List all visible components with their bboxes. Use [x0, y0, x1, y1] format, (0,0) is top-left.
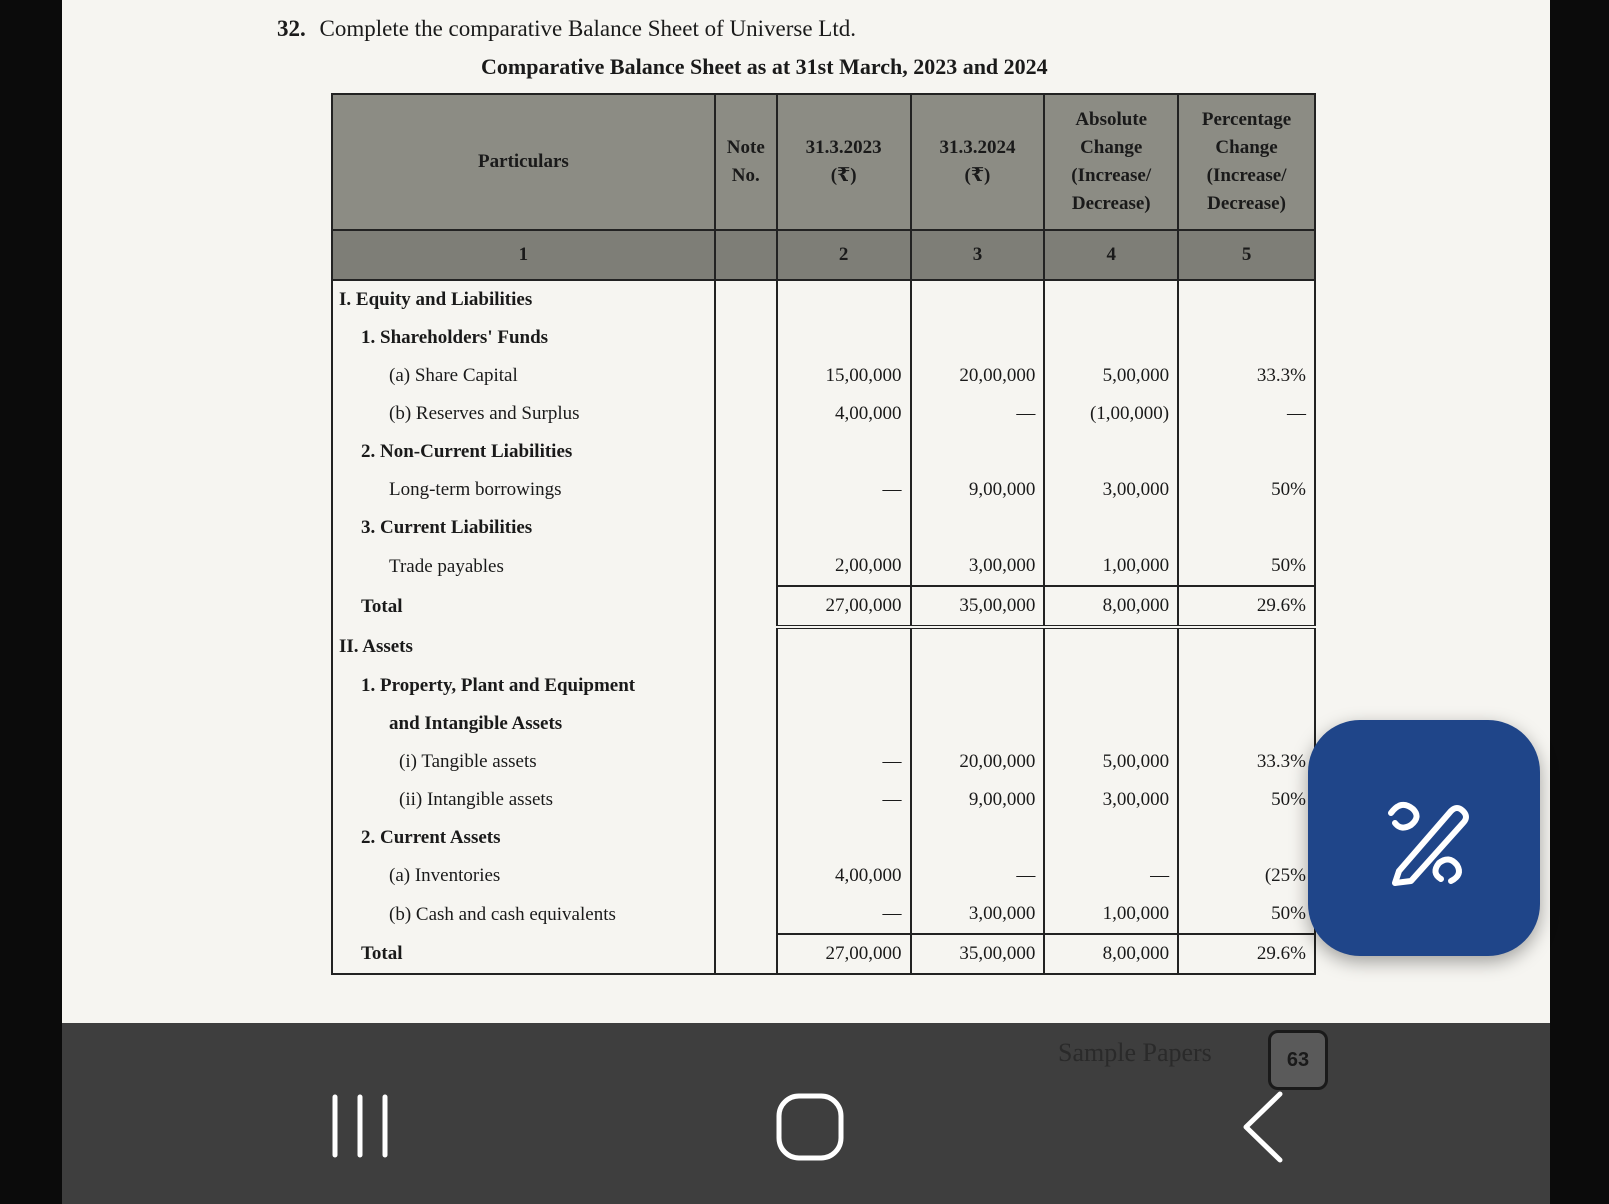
question-number: 32.	[277, 16, 306, 41]
percentage-change-cell	[1178, 627, 1315, 667]
particulars-cell: (a) Share Capital	[332, 357, 715, 395]
footer-label: Sample Papers	[1058, 1038, 1212, 1067]
note-cell	[715, 667, 777, 705]
value-2023-cell: 27,00,000	[777, 586, 911, 627]
question-text: Complete the comparative Balance Sheet of Universe Ltd.	[319, 16, 856, 41]
note-cell	[715, 934, 777, 974]
value-2024-cell: 20,00,000	[911, 743, 1045, 781]
percentage-change-cell: 29.6%	[1178, 586, 1315, 627]
particulars-cell: (b) Reserves and Surplus	[332, 395, 715, 433]
absolute-change-cell	[1044, 627, 1178, 667]
table-row	[332, 586, 1315, 627]
note-cell	[715, 819, 777, 857]
value-2024-cell: 9,00,000	[911, 471, 1045, 509]
percentage-change-cell	[1178, 819, 1315, 857]
value-2024-cell: 3,00,000	[911, 547, 1045, 586]
column-number: 1	[332, 230, 715, 280]
absolute-change-cell: 8,00,000	[1044, 934, 1178, 974]
table-row	[332, 627, 1315, 667]
particulars-cell: 2. Current Assets	[332, 819, 715, 857]
particulars-cell: (b) Cash and cash equivalents	[332, 895, 715, 934]
particulars-cell: (i) Tangible assets	[332, 743, 715, 781]
value-2024-cell: —	[911, 395, 1045, 433]
value-2024-cell	[911, 280, 1045, 319]
table-row	[332, 819, 1315, 857]
back-button[interactable]	[1240, 1090, 1286, 1169]
table-row	[332, 433, 1315, 471]
absolute-change-cell	[1044, 280, 1178, 319]
value-2023-cell: —	[777, 743, 911, 781]
annotate-fab-button[interactable]	[1308, 720, 1540, 956]
note-cell	[715, 705, 777, 743]
home-button[interactable]	[774, 1091, 846, 1168]
percentage-change-cell: 50%	[1178, 547, 1315, 586]
percentage-change-cell: 29.6%	[1178, 934, 1315, 974]
table-row	[332, 743, 1315, 781]
note-cell	[715, 781, 777, 819]
value-2023-cell	[777, 705, 911, 743]
particulars-cell: 1. Property, Plant and Equipment	[332, 667, 715, 705]
note-cell	[715, 509, 777, 547]
particulars-cell: Total	[332, 586, 715, 627]
value-2023-cell	[777, 667, 911, 705]
particulars-cell: and Intangible Assets	[332, 705, 715, 743]
particulars-cell: Long-term borrowings	[332, 471, 715, 509]
note-cell	[715, 547, 777, 586]
value-2023-cell	[777, 319, 911, 357]
value-2023-cell: 27,00,000	[777, 934, 911, 974]
table-row	[332, 895, 1315, 934]
value-2023-cell	[777, 433, 911, 471]
percentage-change-cell	[1178, 509, 1315, 547]
column-number: 3	[911, 230, 1045, 280]
percentage-change-cell	[1178, 433, 1315, 471]
table-row	[332, 509, 1315, 547]
value-2024-cell: —	[911, 857, 1045, 895]
column-number: 2	[777, 230, 911, 280]
recent-apps-icon	[327, 1093, 397, 1159]
value-2024-cell	[911, 667, 1045, 705]
value-2024-cell: 3,00,000	[911, 895, 1045, 934]
value-2024-cell	[911, 433, 1045, 471]
absolute-change-cell	[1044, 667, 1178, 705]
value-2024-cell: 35,00,000	[911, 586, 1045, 627]
value-2024-cell: 20,00,000	[911, 357, 1045, 395]
percentage-change-cell: 33.3%	[1178, 743, 1315, 781]
value-2023-cell: 2,00,000	[777, 547, 911, 586]
table-row	[332, 547, 1315, 586]
note-cell	[715, 395, 777, 433]
table-row	[332, 705, 1315, 743]
absolute-change-cell	[1044, 433, 1178, 471]
column-number: 5	[1178, 230, 1315, 280]
value-2023-cell: 4,00,000	[777, 857, 911, 895]
back-icon	[1240, 1090, 1286, 1164]
note-cell	[715, 627, 777, 667]
value-2024-cell	[911, 509, 1045, 547]
value-2023-cell	[777, 509, 911, 547]
absolute-change-cell: 1,00,000	[1044, 895, 1178, 934]
percentage-change-cell: 50%	[1178, 471, 1315, 509]
value-2024-cell	[911, 705, 1045, 743]
note-cell	[715, 743, 777, 781]
table-row	[332, 934, 1315, 974]
note-cell	[715, 280, 777, 319]
particulars-cell: 2. Non-Current Liabilities	[332, 433, 715, 471]
percentage-change-cell	[1178, 280, 1315, 319]
absolute-change-cell	[1044, 319, 1178, 357]
particulars-cell: 3. Current Liabilities	[332, 509, 715, 547]
value-2024-cell	[911, 627, 1045, 667]
table-row	[332, 471, 1315, 509]
absolute-change-cell: —	[1044, 857, 1178, 895]
particulars-cell: Trade payables	[332, 547, 715, 586]
header-2023: 31.3.2023 (₹)	[777, 94, 911, 230]
percentage-change-cell	[1178, 319, 1315, 357]
percentage-change-cell: —	[1178, 395, 1315, 433]
particulars-cell: (ii) Intangible assets	[332, 781, 715, 819]
percentage-change-cell: (25%	[1178, 857, 1315, 895]
note-cell	[715, 895, 777, 934]
table-row	[332, 357, 1315, 395]
value-2023-cell	[777, 627, 911, 667]
particulars-cell: I. Equity and Liabilities	[332, 280, 715, 319]
absolute-change-cell: 3,00,000	[1044, 781, 1178, 819]
particulars-cell: II. Assets	[332, 627, 715, 667]
absolute-change-cell: 1,00,000	[1044, 547, 1178, 586]
table-row	[332, 280, 1315, 319]
absolute-change-cell	[1044, 705, 1178, 743]
question-line	[277, 16, 856, 42]
note-cell	[715, 857, 777, 895]
value-2023-cell	[777, 280, 911, 319]
note-cell	[715, 586, 777, 627]
balance-sheet-table	[331, 93, 1316, 975]
table-row	[332, 781, 1315, 819]
home-icon	[774, 1091, 846, 1163]
percentage-change-cell: 50%	[1178, 781, 1315, 819]
absolute-change-cell: (1,00,000)	[1044, 395, 1178, 433]
table-title: Comparative Balance Sheet as at 31st March, 2023 and 2024	[481, 54, 1048, 79]
header-particulars: Particulars	[332, 94, 715, 230]
value-2023-cell: 4,00,000	[777, 395, 911, 433]
page-number-badge: 63	[1268, 1030, 1328, 1090]
particulars-cell: 1. Shareholders' Funds	[332, 319, 715, 357]
value-2023-cell	[777, 819, 911, 857]
particulars-cell: Total	[332, 934, 715, 974]
table-row	[332, 667, 1315, 705]
note-cell	[715, 471, 777, 509]
header-note: Note No.	[715, 94, 777, 230]
note-cell	[715, 433, 777, 471]
percentage-change-cell: 50%	[1178, 895, 1315, 934]
value-2023-cell: 15,00,000	[777, 357, 911, 395]
header-absolute-change: Absolute Change (Increase/ Decrease)	[1044, 94, 1178, 230]
absolute-change-cell: 5,00,000	[1044, 357, 1178, 395]
column-number-blank	[715, 230, 777, 280]
value-2024-cell: 9,00,000	[911, 781, 1045, 819]
table-row	[332, 319, 1315, 357]
recent-apps-button[interactable]	[327, 1093, 397, 1164]
table-row	[332, 395, 1315, 433]
value-2024-cell	[911, 819, 1045, 857]
header-2024: 31.3.2024 (₹)	[911, 94, 1045, 230]
absolute-change-cell: 3,00,000	[1044, 471, 1178, 509]
absolute-change-cell: 5,00,000	[1044, 743, 1178, 781]
table-row	[332, 857, 1315, 895]
value-2024-cell	[911, 319, 1045, 357]
column-number: 4	[1044, 230, 1178, 280]
value-2023-cell: —	[777, 895, 911, 934]
absolute-change-cell	[1044, 819, 1178, 857]
note-cell	[715, 319, 777, 357]
percentage-change-cell	[1178, 705, 1315, 743]
value-2024-cell: 35,00,000	[911, 934, 1045, 974]
absolute-change-cell: 8,00,000	[1044, 586, 1178, 627]
percentage-change-cell	[1178, 667, 1315, 705]
header-percentage-change: Percentage Change (Increase/ Decrease)	[1178, 94, 1315, 230]
percent-pen-icon	[1369, 783, 1479, 893]
particulars-cell: (a) Inventories	[332, 857, 715, 895]
value-2023-cell: —	[777, 471, 911, 509]
percentage-change-cell: 33.3%	[1178, 357, 1315, 395]
note-cell	[715, 357, 777, 395]
value-2023-cell: —	[777, 781, 911, 819]
absolute-change-cell	[1044, 509, 1178, 547]
